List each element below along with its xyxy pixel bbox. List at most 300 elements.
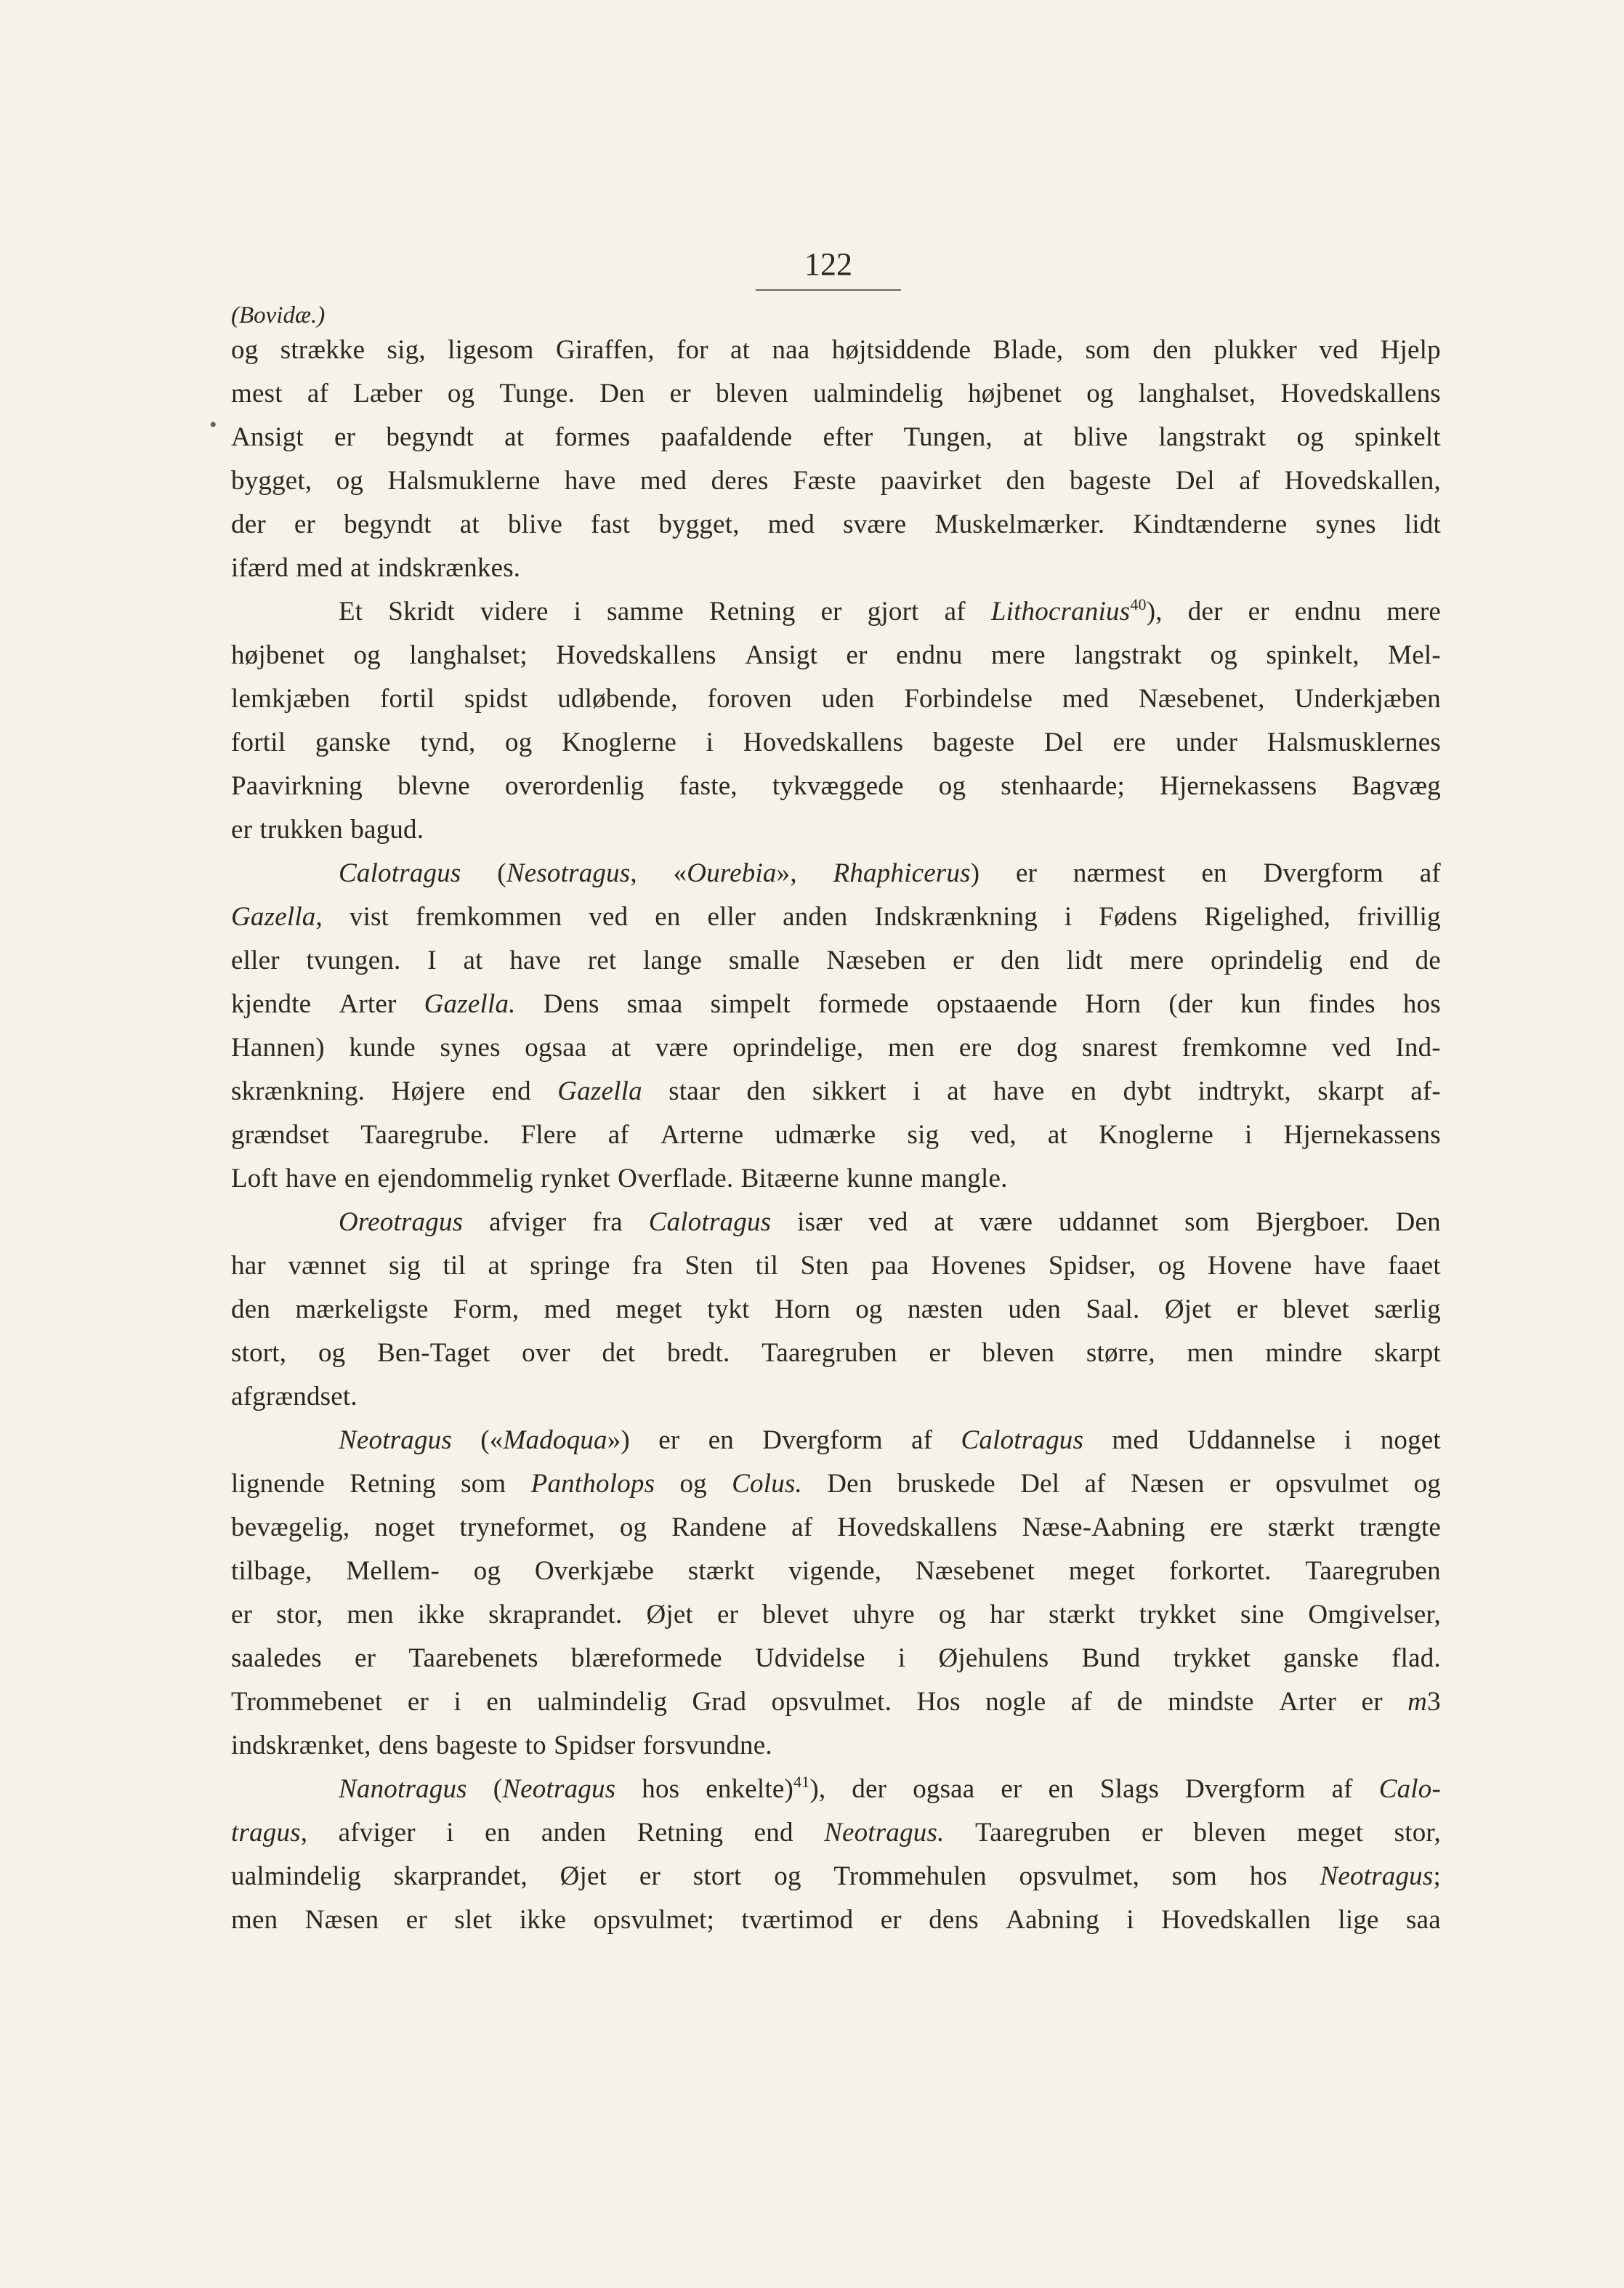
text-run: er [1141, 1818, 1163, 1848]
text-run: ; [1433, 1861, 1441, 1891]
text-run: Ansigt [745, 640, 818, 670]
word [231, 721, 286, 765]
text-run: at [459, 509, 480, 539]
text-run: tykvæggede [772, 771, 904, 801]
word [1275, 1462, 1389, 1506]
word [557, 677, 677, 721]
text-run: Den [1395, 1207, 1441, 1237]
word [231, 1898, 278, 1942]
text-run: Hannen) [231, 1033, 325, 1063]
text-run: er [1361, 1687, 1383, 1717]
word [907, 1113, 939, 1157]
word [824, 1811, 944, 1855]
text-run: Hovedskallen [1161, 1905, 1312, 1935]
text-run: Et [339, 597, 363, 627]
text-run: i [1126, 1905, 1134, 1935]
text-run: forsvundne. [642, 1731, 772, 1760]
text-run: ), [809, 1774, 826, 1804]
text-run: have [993, 1076, 1045, 1106]
word [917, 1680, 961, 1724]
italic-term: Rhaphicerus [833, 858, 971, 888]
text-run: bageste [1069, 466, 1152, 496]
word [660, 1113, 743, 1157]
word [1279, 1680, 1336, 1724]
text-run: at [934, 1207, 954, 1237]
word [1248, 590, 1269, 634]
word [832, 329, 971, 372]
word [693, 1855, 742, 1898]
text-run: en [1201, 858, 1227, 888]
text-run: tynd, [420, 728, 476, 757]
word [339, 590, 363, 634]
text-run: trykket [1173, 1643, 1251, 1673]
word [418, 1593, 465, 1637]
word [1317, 1070, 1384, 1113]
word [1158, 1244, 1185, 1288]
text-run: oprindelig [1211, 946, 1323, 975]
word [1297, 1811, 1363, 1855]
text-run: at [1047, 1120, 1067, 1150]
text-run: Indskrænkning [874, 902, 1038, 932]
text-run: lidt [1066, 946, 1103, 975]
text-run: bleven [1193, 1818, 1267, 1848]
text-run: Paavirkning [231, 771, 363, 801]
word [1344, 1419, 1352, 1462]
word [661, 416, 793, 459]
text-line [231, 329, 1441, 372]
word [231, 1593, 252, 1637]
text-run: strække [280, 335, 365, 365]
text-run: tryneformet, [459, 1512, 595, 1542]
text-run: af [607, 1120, 629, 1150]
text-run: som [1171, 1861, 1218, 1891]
text-line [231, 1462, 1441, 1506]
text-run: men [887, 1033, 935, 1063]
word [768, 503, 815, 547]
text-run: faaet [1387, 1251, 1441, 1281]
text-run: bevægelig, [231, 1512, 350, 1542]
text-run: af [1070, 1687, 1092, 1717]
text-run: og [353, 640, 381, 670]
word [791, 1506, 812, 1550]
text-run: Bjergboer. [1256, 1207, 1370, 1237]
word [1173, 1637, 1251, 1680]
word [643, 939, 702, 983]
word [818, 983, 909, 1026]
text-run: Ind- [1395, 1033, 1441, 1063]
text-run: trængte [1359, 1512, 1441, 1542]
word [571, 1637, 722, 1680]
word [1349, 939, 1389, 983]
word [833, 1855, 987, 1898]
word [1381, 1419, 1441, 1462]
text-run: slet [454, 1905, 493, 1935]
word [711, 459, 769, 503]
text-run: Ben-Taget [377, 1338, 490, 1368]
word [505, 721, 532, 765]
text-run: at [463, 946, 483, 975]
text-run: Fæste [793, 466, 857, 496]
text-run: formede [818, 989, 909, 1019]
text-run: af [1239, 466, 1261, 496]
text-run: Mel- [1388, 640, 1441, 670]
word [670, 372, 691, 416]
word [286, 1157, 337, 1201]
text-run: Retning [708, 597, 796, 627]
text-run: som [1184, 1207, 1230, 1237]
word [1086, 1288, 1140, 1332]
text-run: af [791, 1512, 813, 1542]
text-run: Grad [692, 1687, 747, 1717]
word [231, 1375, 357, 1419]
word [627, 983, 683, 1026]
word [772, 1680, 892, 1724]
text-run: langstrakt [1074, 640, 1182, 670]
word [1048, 1113, 1067, 1157]
word [1210, 1506, 1243, 1550]
text-line [231, 1898, 1441, 1942]
word [620, 1506, 647, 1550]
text-run: og [1158, 1251, 1186, 1281]
text-run: uden [1008, 1294, 1062, 1324]
text-run: Hjernekassens [1160, 771, 1317, 801]
text-run: er [929, 1338, 950, 1368]
word [1198, 1070, 1291, 1113]
word [334, 416, 355, 459]
text-run: er [294, 509, 316, 539]
word [488, 1244, 508, 1288]
text-line [231, 765, 1441, 808]
word [646, 1593, 693, 1637]
word [1130, 939, 1184, 983]
word [488, 1593, 622, 1637]
word [607, 590, 684, 634]
text-run: mangle. [920, 1164, 1008, 1193]
text-run: Udvidelse [754, 1643, 865, 1673]
word [1194, 1811, 1267, 1855]
word [1049, 1768, 1074, 1811]
text-run: to [525, 1731, 546, 1760]
text-run: Næsen [304, 1905, 379, 1935]
text-run: og [1086, 379, 1114, 408]
text-line [231, 939, 1441, 983]
text-run: Retning [637, 1818, 724, 1848]
word [1082, 1026, 1158, 1070]
word [453, 1288, 519, 1332]
word [1297, 416, 1324, 459]
word [729, 939, 800, 983]
word [522, 1332, 570, 1375]
word [881, 459, 982, 503]
text-run: Øjet [1164, 1294, 1212, 1324]
text-run: er [669, 379, 691, 408]
word [594, 1898, 714, 1942]
text-run: Taaregruben [1305, 1556, 1441, 1586]
word [868, 590, 919, 634]
text-run: meget [1068, 1556, 1136, 1586]
text-run: synes [1315, 509, 1376, 539]
text-run: til [443, 1251, 466, 1281]
word [231, 1855, 361, 1898]
word [826, 939, 926, 983]
text-run: skarpt [1374, 1338, 1441, 1368]
word [525, 1724, 546, 1768]
word [520, 1898, 567, 1942]
word [446, 1811, 453, 1855]
word [1006, 1898, 1099, 1942]
text-run: Loft [231, 1164, 278, 1193]
word [1388, 1244, 1441, 1288]
word [374, 1506, 435, 1550]
word [1099, 1113, 1213, 1157]
word [344, 1157, 370, 1201]
text-run: langhalset; [409, 640, 528, 670]
word [1208, 1244, 1292, 1288]
word [509, 939, 561, 983]
word [1187, 1419, 1316, 1462]
word [409, 634, 528, 677]
word [822, 677, 875, 721]
text-run: indskrænkes. [377, 553, 521, 583]
text-run: kjendte [231, 989, 312, 1019]
word [741, 1898, 853, 1942]
text-run: er [231, 1600, 253, 1630]
word [1188, 590, 1223, 634]
word [1172, 1855, 1217, 1898]
word [1185, 1768, 1306, 1811]
word [1161, 1898, 1311, 1942]
word [525, 1026, 586, 1070]
text-run: Tungen, [903, 422, 993, 452]
italic-term: Gazella. [424, 989, 516, 1019]
text-run: ogsaa [525, 1033, 587, 1063]
text-run: noget [1380, 1425, 1441, 1455]
text-run: og [855, 1294, 883, 1324]
text-run: er [716, 1600, 739, 1630]
text-run: anden [541, 1818, 607, 1848]
word [339, 983, 396, 1026]
word [968, 372, 1062, 416]
text-run: Taarebenets [408, 1643, 538, 1673]
text-run: i [897, 1643, 906, 1673]
text-run: opsvulmet, [1019, 1861, 1140, 1891]
text-run: synes [440, 1033, 501, 1063]
word [1139, 1593, 1216, 1637]
text-run: det [602, 1338, 636, 1368]
word [592, 1201, 623, 1244]
word [544, 1288, 591, 1332]
text-run: blæreformede [570, 1643, 722, 1673]
word [397, 765, 470, 808]
word [231, 1811, 307, 1855]
word [639, 1855, 660, 1898]
text-run: mere [1129, 946, 1184, 975]
word [821, 590, 842, 634]
word [1081, 1637, 1140, 1680]
word [991, 590, 1163, 634]
text-run: « [673, 858, 687, 888]
text-run: Knoglerne [562, 728, 677, 757]
word [1332, 1026, 1371, 1070]
word [307, 372, 328, 416]
text-run: af [1084, 1469, 1106, 1499]
text-line [231, 1637, 1441, 1680]
text-run: er [405, 1905, 427, 1935]
word [908, 1288, 983, 1332]
word [658, 1419, 679, 1462]
text-run: Tunge. [499, 379, 575, 408]
text-run: Del [1043, 728, 1083, 757]
word [231, 1462, 325, 1506]
text-run: de [1117, 1687, 1143, 1717]
word [588, 939, 617, 983]
word [350, 1462, 436, 1506]
word [1360, 1506, 1441, 1550]
word [231, 416, 304, 459]
word [1211, 939, 1322, 983]
word [353, 634, 380, 677]
text-run: smalle [728, 946, 800, 975]
text-run: sig, [387, 335, 426, 365]
text-run: foroven [707, 684, 792, 714]
text-line [231, 1244, 1441, 1288]
text-run: bleven [715, 379, 788, 408]
word [658, 503, 739, 547]
text-run: svære [843, 509, 907, 539]
text-run: spidst [464, 684, 528, 714]
text-run: mindre [1265, 1338, 1343, 1368]
text-run: mindste [1168, 1687, 1254, 1717]
text-line [231, 1332, 1441, 1375]
word [975, 1811, 1111, 1855]
word [346, 1550, 440, 1593]
text-run: Overkjæbe [534, 1556, 655, 1586]
text-run: med [1112, 1425, 1159, 1455]
italic-term: m [1407, 1687, 1428, 1717]
text-run: bageste [435, 1731, 518, 1760]
text-run: blive [1073, 422, 1128, 452]
text-run: end [1349, 946, 1389, 975]
text-run: og [774, 1861, 801, 1891]
word [1352, 765, 1440, 808]
text-run: langstrakt [1158, 422, 1267, 452]
text-run: der [1187, 597, 1223, 627]
text-run: », [776, 858, 797, 888]
text-run: fra [592, 1207, 623, 1237]
text-run: Næsen [1130, 1469, 1205, 1499]
word [929, 1332, 950, 1375]
word [679, 1462, 706, 1506]
text-run: Hjernekassens [1283, 1120, 1441, 1150]
word [1168, 983, 1212, 1026]
word [448, 372, 474, 416]
word [339, 852, 461, 895]
text-run: forkortet. [1168, 1556, 1272, 1586]
word [386, 416, 474, 459]
text-run: Bagvæg [1352, 771, 1441, 801]
word [1044, 721, 1083, 765]
word [1305, 1550, 1441, 1593]
word [847, 1157, 913, 1201]
word [339, 1811, 416, 1855]
text-run: plukker [1213, 335, 1297, 365]
word [1123, 1070, 1172, 1113]
word [231, 1113, 329, 1157]
word [260, 808, 343, 852]
text-run: nærmest [1072, 858, 1166, 888]
text-run: under [1175, 728, 1238, 757]
text-line [231, 503, 1441, 547]
text-run: i [1064, 902, 1072, 932]
word [231, 983, 311, 1026]
word [591, 503, 630, 547]
text-run: Ansigt [231, 422, 304, 452]
word [296, 547, 342, 590]
text-run: bageste [932, 728, 1015, 757]
word [707, 677, 791, 721]
text-run: Sten [800, 1251, 849, 1281]
word [1309, 983, 1375, 1026]
text-run: eller [231, 946, 280, 975]
word [898, 1637, 905, 1680]
word [756, 1244, 778, 1288]
text-run: blevet [762, 1600, 829, 1630]
word [349, 1026, 415, 1070]
word [556, 634, 716, 677]
word [541, 1157, 610, 1201]
text-run: vænnet [288, 1251, 367, 1281]
text-run: Højere [391, 1076, 466, 1106]
text-run: tilbage, [231, 1556, 312, 1586]
italic-term: Gazella [231, 902, 316, 932]
word [618, 1157, 733, 1201]
text-run: Horn [774, 1294, 831, 1324]
text-run: af [911, 1425, 933, 1455]
word [1414, 1462, 1441, 1506]
word [1001, 765, 1125, 808]
word [692, 1680, 746, 1724]
text-run: Næsebenet, [1138, 684, 1265, 714]
word [339, 1201, 463, 1244]
text-run: ved [1331, 1033, 1371, 1063]
word [448, 329, 534, 372]
text-run: med [767, 509, 815, 539]
word [1320, 1855, 1440, 1898]
text-run: den [231, 1294, 271, 1324]
text-run: Øjet [559, 1861, 607, 1891]
word [608, 1113, 629, 1157]
text-run: skarprandet, [393, 1861, 528, 1891]
word [463, 939, 482, 983]
text-run: Uddannelse [1187, 1425, 1316, 1455]
word [755, 1637, 865, 1680]
word [294, 503, 315, 547]
text-run: Bitæerne [740, 1164, 839, 1193]
text-run: langhalset, [1138, 379, 1256, 408]
text-run: paa [870, 1251, 909, 1281]
text-run: Hovedskallen, [1284, 466, 1441, 496]
text-run: have [1314, 1251, 1366, 1281]
word [474, 1550, 501, 1593]
word [1062, 677, 1109, 721]
text-run: deres [711, 466, 769, 496]
text-run: tykt [707, 1294, 750, 1324]
text-run: Spidser [554, 1731, 636, 1760]
text-run: en [1048, 1774, 1074, 1804]
text-run: en [485, 1818, 511, 1848]
word [1067, 939, 1103, 983]
word [1070, 459, 1151, 503]
